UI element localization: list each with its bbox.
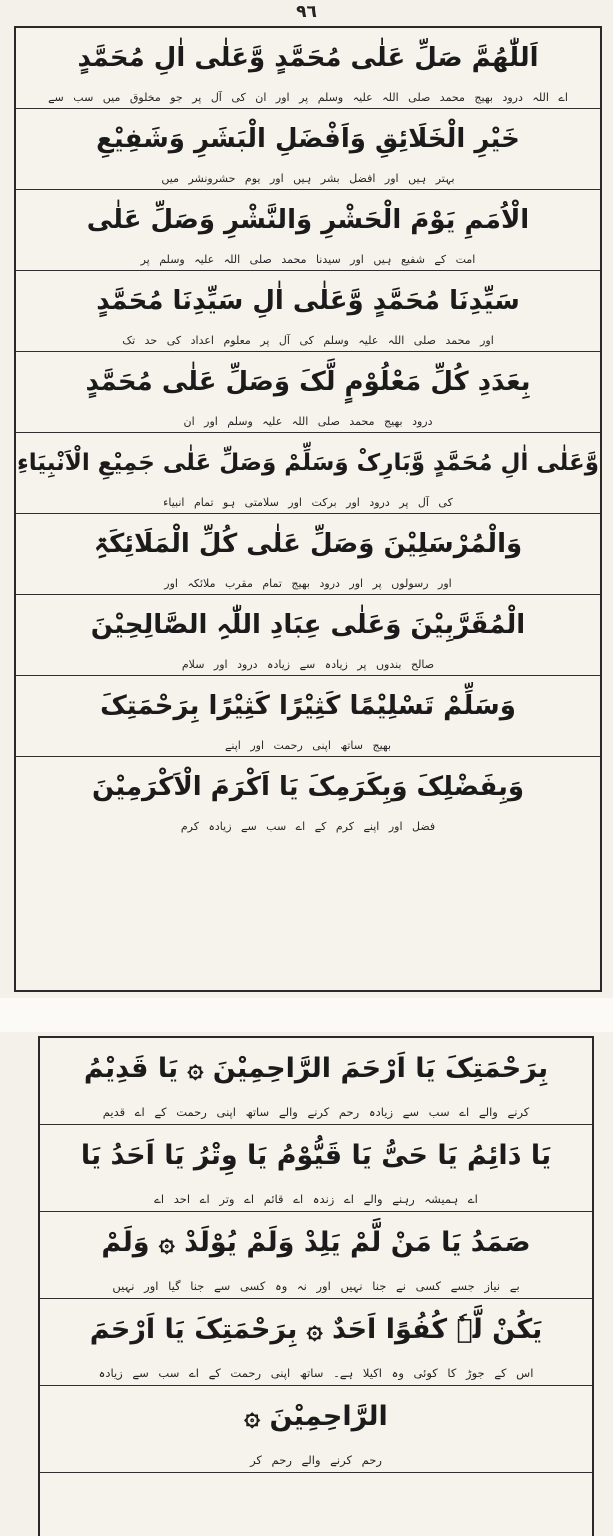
page-number: ٩٦ bbox=[296, 2, 317, 22]
prayer-row bbox=[16, 271, 600, 352]
arabic-line: یَا دَائِمُ یَا حَیُّ یَا قَیُّوْمُ یَا وِتْرُ یَا اَحَدُ یَا bbox=[80, 1140, 552, 1171]
arabic-line: وَبِفَضْلِکَ وَبِکَرَمِکَ یَا اَکْرَمَ الْاَکْرَمِیْنَ bbox=[91, 772, 525, 802]
urdu-translation: امت کے شفیع ہیں اور سیدنا محمد صلی اللہ علیہ وسلم پر bbox=[140, 253, 476, 266]
prayer-row bbox=[16, 514, 600, 595]
urdu-translation: اے ہمیشہ رہنے والے اے زندہ اے قائم اے وتر اے احد اے bbox=[154, 1192, 478, 1206]
page-gap bbox=[0, 998, 613, 1032]
arabic-line: الرَّاحِمِیْنَ ۞ bbox=[244, 1401, 388, 1432]
prayer-row bbox=[40, 1299, 592, 1386]
arabic-line: الْمُقَرَّبِیْنَ وَعَلٰی عِبَادِ اللّٰہِ الصَّالِحِیْنَ bbox=[90, 610, 526, 640]
prayer-row bbox=[16, 757, 600, 837]
bottom-prayer-frame bbox=[38, 1036, 594, 1536]
arabic-line: خَیْرِ الْخَلَائِقِ وَاَفْضَلِ الْبَشَرِ وَشَفِیْعِ bbox=[96, 124, 520, 154]
urdu-translation: اس کے جوڑ کا کوئی وہ اکیلا ہے۔ ساتھ اپنی رحمت کے اے سب سے زیادہ bbox=[98, 1366, 534, 1380]
urdu-translation: کی آل پر درود اور برکت اور سلامتی ہو تمام انبیاء bbox=[163, 496, 453, 509]
arabic-line: بِرَحْمَتِکَ یَا اَرْحَمَ الرَّاحِمِیْنَ ۞ یَا قَدِیْمُ bbox=[83, 1053, 549, 1084]
prayer-row bbox=[16, 595, 600, 676]
arabic-line: وَّعَلٰی اٰلِ مُحَمَّدٍ وَّبَارِکْ وَسَلِّمْ وَصَلِّ عَلٰی جَمِیْعِ الْاَنْبِیَاءِ bbox=[16, 450, 600, 476]
prayer-row bbox=[40, 1386, 592, 1473]
urdu-translation: اے اللہ درود بھیج محمد صلی اللہ علیہ وسلم پر اور ان کی آل پر جو مخلوق میں سب سے bbox=[48, 91, 568, 104]
arabic-line: الْاُمَمِ یَوْمَ الْحَشْرِ وَالنَّشْرِ وَصَلِّ عَلٰی bbox=[86, 205, 530, 235]
urdu-translation: بہتر ہیں اور افضل بشر ہیں اور یوم حشرونشر میں bbox=[161, 172, 455, 185]
urdu-translation: صالح بندوں پر زیادہ سے زیادہ درود اور سلام bbox=[181, 658, 435, 671]
prayer-row bbox=[40, 1125, 592, 1212]
urdu-translation: بے نیاز جسے کسی نے جنا نہیں اور نہ وہ کسی سے جنا گیا اور نہیں bbox=[112, 1279, 520, 1293]
prayer-row bbox=[16, 676, 600, 757]
prayer-row bbox=[40, 1212, 592, 1299]
arabic-line: سَیِّدِنَا مُحَمَّدٍ وَّعَلٰی اٰلِ سَیِّدِنَا مُحَمَّدٍ bbox=[96, 286, 520, 316]
urdu-translation: درود بھیج محمد صلی اللہ علیہ وسلم اور ان bbox=[183, 415, 433, 428]
arabic-line: وَالْمُرْسَلِیْنَ وَصَلِّ عَلٰی کُلِّ الْمَلَائِکَۃِ bbox=[93, 529, 523, 559]
urdu-translation: اور محمد صلی اللہ علیہ وسلم کی آل پر معلوم اعداد کی حد تک bbox=[122, 334, 494, 347]
arabic-line: وَسَلِّمْ تَسْلِیْمًا کَثِیْرًا کَثِیْرًا بِرَحْمَتِکَ bbox=[100, 691, 516, 721]
prayer-row bbox=[16, 352, 600, 433]
urdu-translation: فضل اور اپنے کرم کے اے سب سے زیادہ کرم bbox=[180, 820, 436, 833]
arabic-line: یَکُنْ لَّہٗ کُفُوًا اَحَدٌ ۞ بِرَحْمَتِکَ یَا اَرْحَمَ bbox=[89, 1314, 543, 1345]
arabic-line: صَمَدُ یَا مَنْ لَّمْ یَلِدْ وَلَمْ یُوْلَدْ ۞ وَلَمْ bbox=[101, 1227, 531, 1258]
arabic-line: بِعَدَدِ کُلِّ مَعْلُوْمٍ لَّکَ وَصَلِّ عَلٰی مُحَمَّدٍ bbox=[85, 367, 531, 397]
arabic-line: اَللّٰھُمَّ صَلِّ عَلٰی مُحَمَّدٍ وَّعَلٰی اٰلِ مُحَمَّدٍ bbox=[77, 43, 539, 73]
prayer-row bbox=[16, 190, 600, 271]
prayer-row bbox=[40, 1038, 592, 1125]
prayer-row bbox=[16, 109, 600, 190]
urdu-translation: اور رسولوں پر اور درود بھیج تمام مقرب ملائکہ اور bbox=[164, 577, 452, 590]
urdu-translation: بھیج ساتھ اپنی رحمت اور اپنے bbox=[224, 739, 392, 752]
prayer-row bbox=[16, 28, 600, 109]
top-prayer-frame bbox=[14, 26, 602, 992]
urdu-translation: رحم کرنے والے رحم کر bbox=[250, 1453, 382, 1467]
prayer-row bbox=[16, 433, 600, 514]
urdu-translation: کرنے والے اے سب سے زیادہ رحم کرنے والے ساتھ اپنی رحمت کے اے قدیم bbox=[102, 1105, 530, 1119]
